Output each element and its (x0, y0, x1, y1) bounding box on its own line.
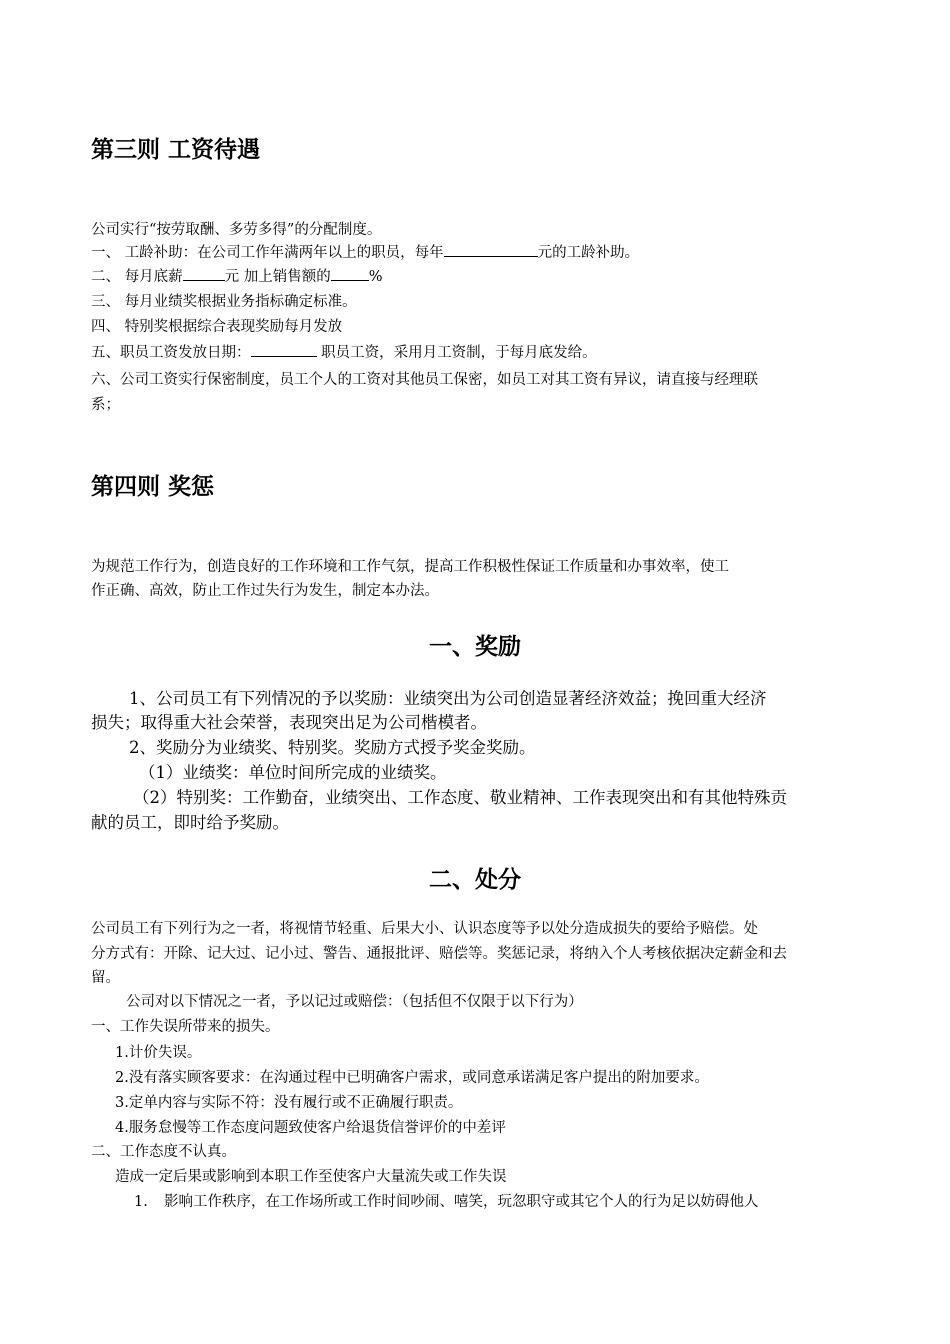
s4-para-line-1: 为规范工作行为，创造良好的工作环境和工作气氛，提高工作积极性保证工作质量和办事效率，使工 (91, 559, 729, 575)
s3-item-6-line-1: 六、公司工资实行保密制度，员工个人的工资对其他员工保密，如员工对其工资有异议，请直接与经理联 (91, 372, 758, 388)
s3-item-2-text-c: % (368, 269, 383, 285)
punish-case-2-item-1 (134, 1191, 854, 1213)
reward-line-3: 2、奖励分为业绩奖、特别奖。奖励方式授予奖金奖励。 (129, 738, 536, 757)
punish-heading: 二、处分 (429, 867, 521, 893)
reward-line-2: 损失；取得重大社会荣誉，表现突出足为公司楷模者。 (91, 713, 487, 732)
blank-line (331, 266, 369, 281)
reward-line-6: 献的员工，即时给予奖励。 (91, 813, 289, 832)
s3-intro: 公司实行“按劳取酬、多劳多得”的分配制度。 (91, 222, 382, 238)
s3-item-1-text-a: 一、 工龄补助：在公司工作年满两年以上的职员，每年 (91, 245, 444, 261)
punish-para-line-2: 分方式有：开除、记大过、记小过、警告、通报批评、赔偿等。奖惩记录，将纳入个人考核依据决定薪金和去 (91, 946, 787, 962)
punish-case-1: 一、工作失误所带来的损失。 (91, 1019, 280, 1035)
blank-line (444, 242, 538, 257)
reward-heading: 一、奖励 (429, 634, 521, 660)
punish-case-1-item-4: 4.服务怠慢等工作态度问题致使客户给退货信誉评价的中差评 (115, 1120, 506, 1136)
reward-line-5: （2）特别奖：工作勤奋，业绩突出、工作态度、敬业精神、工作表现突出和有其他特殊贡 (133, 788, 787, 807)
punish-case-1-item-3: 3.定单内容与实际不符：没有履行或不正确履行职责。 (115, 1095, 463, 1111)
s3-item-5-text-b: 职员工资，采用月工资制，于每月底发给。 (316, 345, 597, 361)
blank-line (183, 266, 225, 281)
punish-para-line-1: 公司员工有下列行为之一者，将视情节轻重、后果大小、认识态度等予以处分造成损失的要给予赔偿。处 (91, 921, 758, 937)
punish-para-line-4: 公司对以下情况之一者，予以记过或赔偿：（包括但不仅限于以下行为） (126, 994, 583, 1010)
s3-item-1-text-b: 元的工龄补助。 (537, 245, 640, 261)
punish-case-2: 二、工作态度不认真。 (91, 1144, 236, 1160)
s3-item-1 (91, 242, 851, 264)
s3-item-4: 四、 特别奖根据综合表现奖励每月发放 (91, 319, 343, 335)
punish-case-1-item-2: 2.没有落实顾客要求：在沟通过程中已明确客户需求，或同意承诺满足客户提出的附加要求。 (115, 1070, 709, 1086)
s3-item-6-line-2: 系； (91, 397, 120, 413)
s3-item-2-text-a: 二、 每月底薪 (91, 269, 183, 285)
s3-item-5 (91, 342, 851, 364)
section-4-title: 第四则 奖惩 (91, 474, 215, 500)
punish-para-line-3: 留。 (91, 970, 120, 986)
s3-item-5-text-a: 五、职员工资发放日期： (91, 345, 251, 361)
s3-item-3: 三、 每月业绩奖根据业务指标确定标准。 (91, 294, 357, 310)
s4-para-line-2: 作正确、高效，防止工作过失行为发生，制定本办法。 (91, 583, 439, 599)
s3-item-2 (91, 266, 851, 288)
reward-line-1: 1、公司员工有下列情况的予以奖励：业绩突出为公司创造显著经济效益；挽回重大经济 (129, 689, 767, 708)
blank-line (251, 342, 317, 357)
section-3-title: 第三则 工资待遇 (91, 137, 261, 163)
punish-case-2-item-1-number: 1. (134, 1194, 148, 1210)
reward-line-4: （1）业绩奖：单位时间所完成的业绩奖。 (139, 763, 447, 782)
punish-case-1-item-1: 1.计价失误。 (115, 1045, 202, 1061)
s3-item-2-text-b: 元 加上销售额的 (224, 269, 331, 285)
punish-case-2-item-1-text: 影响工作秩序，在工作场所或工作时间吵闹、嘻笑，玩忽职守或其它个人的行为足以妨碍他人 (164, 1194, 759, 1210)
punish-case-2-intro: 造成一定后果或影响到本职工作至使客户大量流失或工作失误 (115, 1169, 507, 1185)
